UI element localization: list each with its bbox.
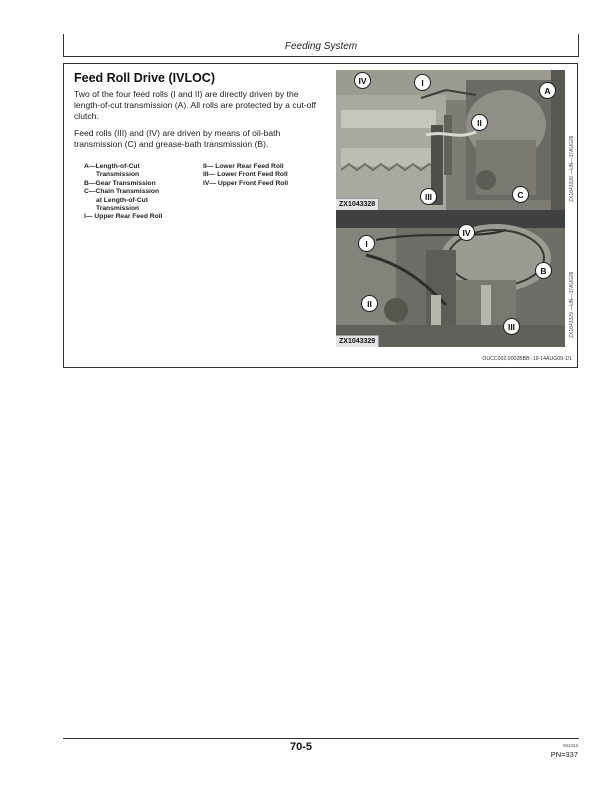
figure-1-callout-c: C (512, 186, 529, 203)
figure-1-caption: ZX1043328 (336, 198, 379, 210)
figure-2-callout-ii: II (361, 295, 378, 312)
legend-item-iii: III— Lower Front Feed Roll (203, 171, 288, 179)
figure-1-illustration (336, 70, 565, 210)
legend-item-i: I— Upper Rear Feed Roll (84, 213, 163, 221)
figure-1-callout-ii: II (471, 114, 488, 131)
figure-2-callout-iii: III (503, 318, 520, 335)
legend-item-c-cont2: Transmission (96, 205, 140, 213)
figure-2-callout-b: B (535, 262, 552, 279)
legend-item-c-cont1: at Length-of-Cut (96, 196, 148, 204)
figure-1-photo (336, 70, 565, 210)
figure-2-illustration (336, 210, 565, 347)
legend-item-ii: II— Lower Rear Feed Roll (203, 163, 284, 170)
figure-1-callout-iii: III (420, 188, 437, 205)
legend-left (84, 163, 162, 222)
figure-2-callout-iv: IV (458, 224, 475, 241)
legend-right (203, 163, 288, 188)
legend-item-b: B—Gear Transmission (84, 179, 156, 187)
footer-date-code: 061312 (562, 743, 578, 748)
running-header-title: Feeding System (284, 41, 358, 52)
figure-1-side-code: ZX1043328 —UN—37AUG09 (569, 135, 575, 202)
legend-item-a: A—Length-of-Cut (84, 163, 140, 170)
body-paragraph-1: Two of the four feed rolls (I and II) are directly driven by the length-of-cut transmission (A). All rolls are protected by a cut-off clutch. (74, 89, 317, 121)
topic-heading: Feed Roll Drive (IVLOC) (74, 71, 215, 85)
legend-item-iv: IV— Upper Front Feed Roll (203, 179, 289, 187)
figure-2-caption: ZX1043329 (336, 335, 379, 347)
header-rule-bottom (63, 56, 579, 57)
page-number: 70-5 (290, 741, 313, 753)
legend-item-c: C—Chain Transmission (84, 188, 160, 196)
figure-2-photo (336, 210, 565, 347)
footer-rule (63, 738, 579, 739)
legend-item-a-cont: Transmission (96, 171, 140, 179)
figure-2-callout-i: I (358, 235, 375, 252)
figure-1-callout-a: A (539, 82, 556, 99)
body-paragraph-2: Feed rolls (III) and (IV) are driven by means of oil-bath transmission (C) and grease-bath transmission (B). (74, 128, 281, 149)
footer-pn: PN=337 (550, 750, 578, 759)
reference-code: OUCC002,0002BBB -19-14AUG09-1/1 (482, 356, 572, 362)
figure-1-callout-iv: IV (354, 72, 371, 89)
figure-1-callout-i: I (414, 74, 431, 91)
figure-2-side-code: ZX1043329 —UN—37AUG09 (569, 271, 575, 338)
